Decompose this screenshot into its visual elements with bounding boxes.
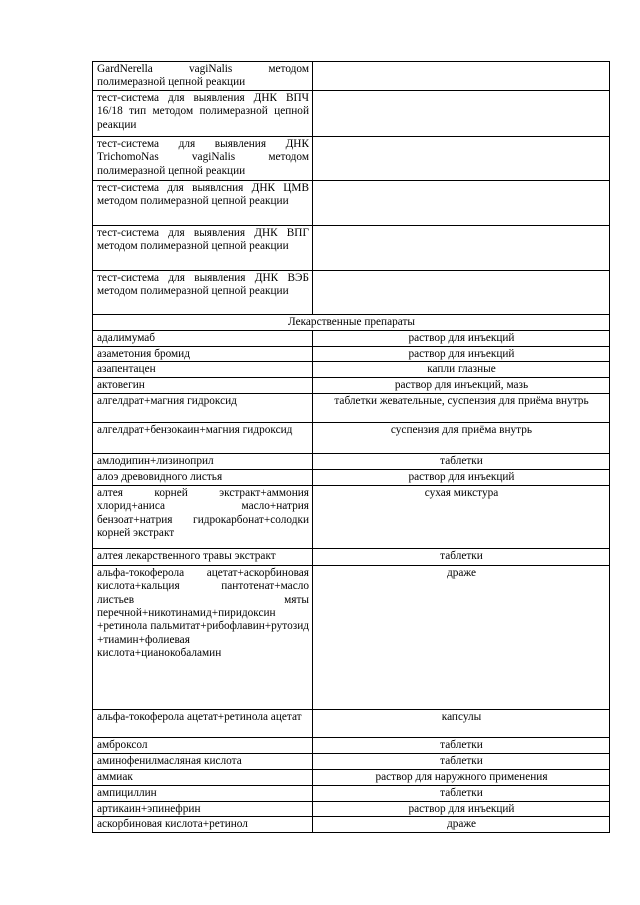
drug-name-cell: альфа-токоферола ацетат+ретинола ацетат [93,709,313,737]
table-row [93,785,610,801]
section-header: Лекарственные препараты [93,315,610,331]
test-system-name-cell: тест-система для выявления ДНК ВПГ методом полимеразной цепной реакции [93,226,313,271]
dosage-form-cell: таблетки [313,753,610,769]
test-system-name-cell: тест-система для выявлсния ДНК ЦМВ методом полимеразной цепной реакции [93,181,313,226]
table-row [93,469,610,485]
section-row [93,315,610,331]
table-row [93,737,610,753]
dosage-form-cell: раствор для инъекций [313,331,610,347]
drug-name-cell: алгелдрат+магния гидроксид [93,393,313,422]
table-row [93,453,610,469]
test-system-name-cell: тест-система для выявления ДНК ВЭБ методом полимеразной цепной реакции [93,271,313,315]
dosage-form-cell: таблетки [313,453,610,469]
table-row [93,753,610,769]
table-row [93,226,610,271]
table-row [93,709,610,737]
table-row [93,377,610,393]
dosage-form-cell: таблетки [313,737,610,753]
empty-form-cell [313,91,610,137]
drug-name-cell: аскорбиновая кислота+ретинол [93,817,313,832]
drug-name-cell: азаметония бромид [93,347,313,362]
table-row [93,91,610,137]
drug-name-cell: алтея лекарственного травы экстракт [93,548,313,565]
dosage-form-cell: раствор для инъекций [313,347,610,362]
table-row [93,347,610,362]
empty-form-cell [313,271,610,315]
table-body [93,62,610,833]
empty-form-cell [313,226,610,271]
dosage-form-cell: суспензия для приёма внутрь [313,422,610,453]
dosage-form-cell: таблетки [313,785,610,801]
table-row [93,362,610,377]
table-row [93,137,610,181]
drug-name-cell: артикаин+эпинефрин [93,801,313,816]
table-row [93,422,610,453]
test-system-name-cell: тест-система для выявления ДНК TrichomoNas vagiNalis методом полимеразной цепной реакции [93,137,313,181]
document-table [92,61,610,833]
drug-name-cell: аминофенилмасляная кислота [93,753,313,769]
drug-name-cell: актовегин [93,377,313,393]
table-row [93,817,610,832]
empty-form-cell [313,137,610,181]
dosage-form-cell: раствор для инъекций, мазь [313,377,610,393]
table-row [93,331,610,347]
drug-name-cell: алгелдрат+бензокаин+магния гидроксид [93,422,313,453]
dosage-form-cell: раствор для инъекций [313,469,610,485]
dosage-form-cell: раствор для наружного применения [313,769,610,785]
table-row [93,271,610,315]
table-row [93,565,610,709]
dosage-form-cell: сухая микстура [313,485,610,548]
table-row [93,485,610,548]
table-row [93,62,610,91]
drug-name-cell: аммиак [93,769,313,785]
table-row [93,769,610,785]
table-row [93,393,610,422]
dosage-form-cell: таблетки [313,548,610,565]
dosage-form-cell: раствор для инъекций [313,801,610,816]
drug-name-cell: алтея корней экстракт+аммония хлорид+аниса масло+натрия бензоат+натрия гидрокарбонат+солодки корней экстракт [93,485,313,548]
dosage-form-cell: драже [313,565,610,709]
table-row [93,801,610,816]
drug-name-cell: азапентацен [93,362,313,377]
table-row [93,181,610,226]
dosage-form-cell: таблетки жевательные, суспензия для приёма внутрь [313,393,610,422]
drug-name-cell: алоэ древовидного листья [93,469,313,485]
dosage-form-cell: капсулы [313,709,610,737]
drug-name-cell: амброксол [93,737,313,753]
drug-name-cell: ампициллин [93,785,313,801]
table-row [93,548,610,565]
drug-name-cell: альфа-токоферола ацетат+аскорбиновая кислота+кальция пантотенат+масло листьев мяты перечной+никотинамид+пиридоксин +ретинола пальмитат+рибофлавин+рутозид +тиамин+фолиевая кислота+цианокобаламин [93,565,313,709]
test-system-name-cell: GardNerella vagiNalis методом полимеразной цепной реакции [93,62,313,91]
drug-name-cell: адалимумаб [93,331,313,347]
test-system-name-cell: тест-система для выявления ДНК ВПЧ 16/18 тип методом полимеразной цепной реакции [93,91,313,137]
drug-name-cell: амлодипин+лизиноприл [93,453,313,469]
dosage-form-cell: драже [313,817,610,832]
empty-form-cell [313,62,610,91]
empty-form-cell [313,181,610,226]
dosage-form-cell: капли глазные [313,362,610,377]
